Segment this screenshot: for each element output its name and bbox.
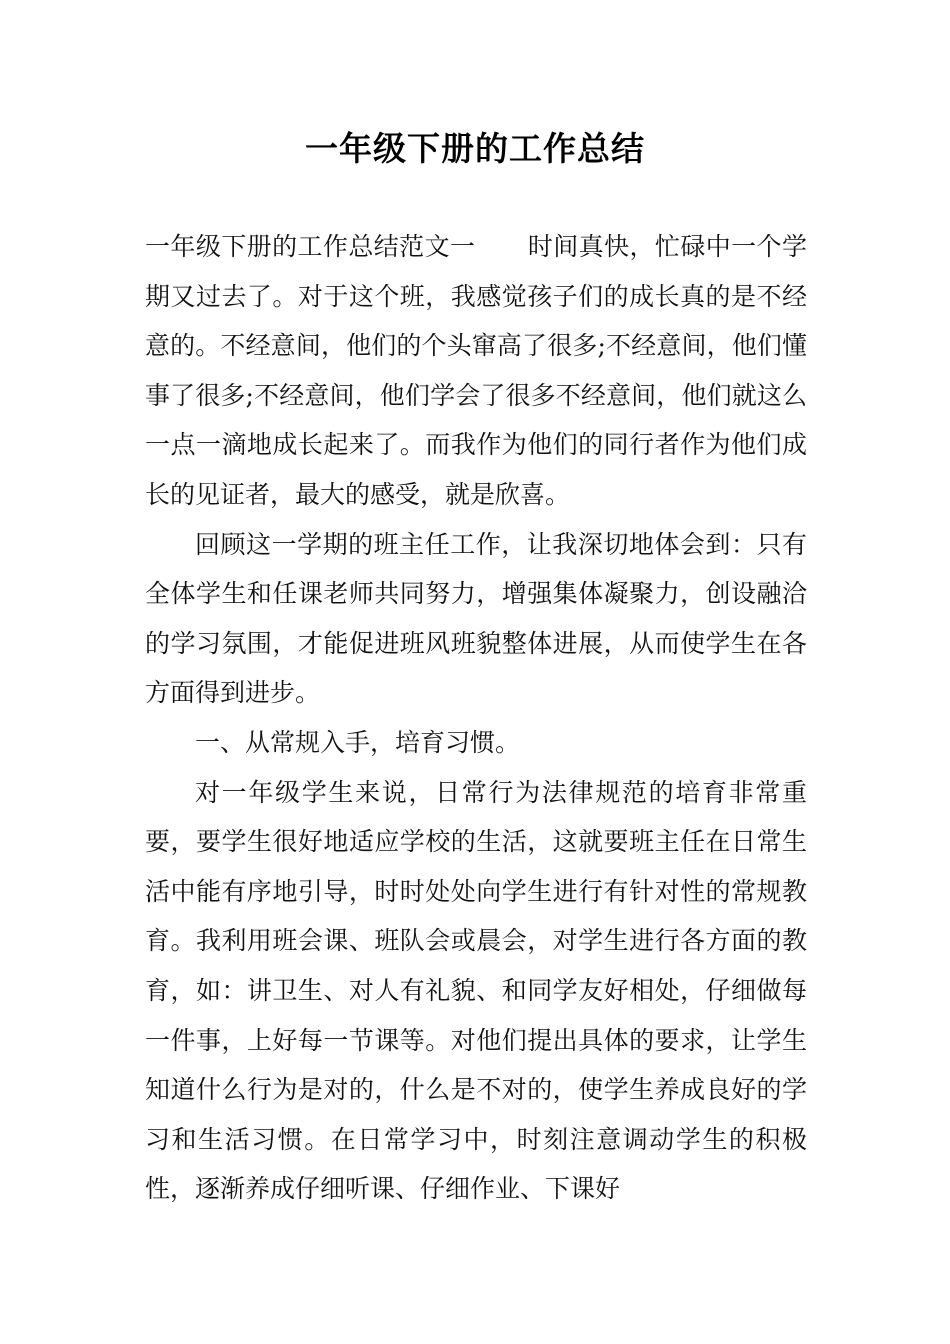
document-body: [145, 222, 807, 1214]
section-heading-1: 一、从常规入手，培育习惯。: [195, 727, 521, 757]
paragraph-1: [145, 222, 807, 520]
paragraph-3: 对一年级学生来说，日常行为法律规范的培育非常重要，要学生很好地适应学校的生活，这就要班主任在日常生活中能有序地引导，时时处处向学生进行有针对性的常规教育。我利用班会课、班队会或晨会，对学生进行各方面的教育，如：讲卫生、对人有礼貌、和同学友好相处，仔细做每一件事，上好每一节课等。对他们提出具体的要求，让学生知道什么行为是对的，什么是不对的，使学生养成良好的学习和生活习惯。在日常学习中，时刻注意调动学生的积极性，逐渐养成仔细听课、仔细作业、下课好: [145, 777, 807, 1204]
paragraph-2: 回顾这一学期的班主任工作，让我深切地体会到：只有全体学生和任课老师共同努力，增强集体凝聚力，创设融洽的学习氛围，才能促进班风班貌整体进展，从而使学生在各方面得到进步。: [145, 529, 807, 708]
paragraph-1-text: 时间真快，忙碌中一个学期又过去了。对于这个班，我感觉孩子们的成长真的是不经意的。不经意间，他们的个头窜高了很多;不经意间，他们懂事了很多;不经意间，他们学会了很多不经意间，他们就这么一点一滴地成长起来了。而我作为他们的同行者作为他们成长的见证者，最大的感受，就是欣喜。: [145, 232, 807, 509]
document-title: 一年级下册的工作总结: [305, 129, 645, 168]
paragraph-1-lead: 一年级下册的工作总结范文一: [145, 232, 476, 261]
